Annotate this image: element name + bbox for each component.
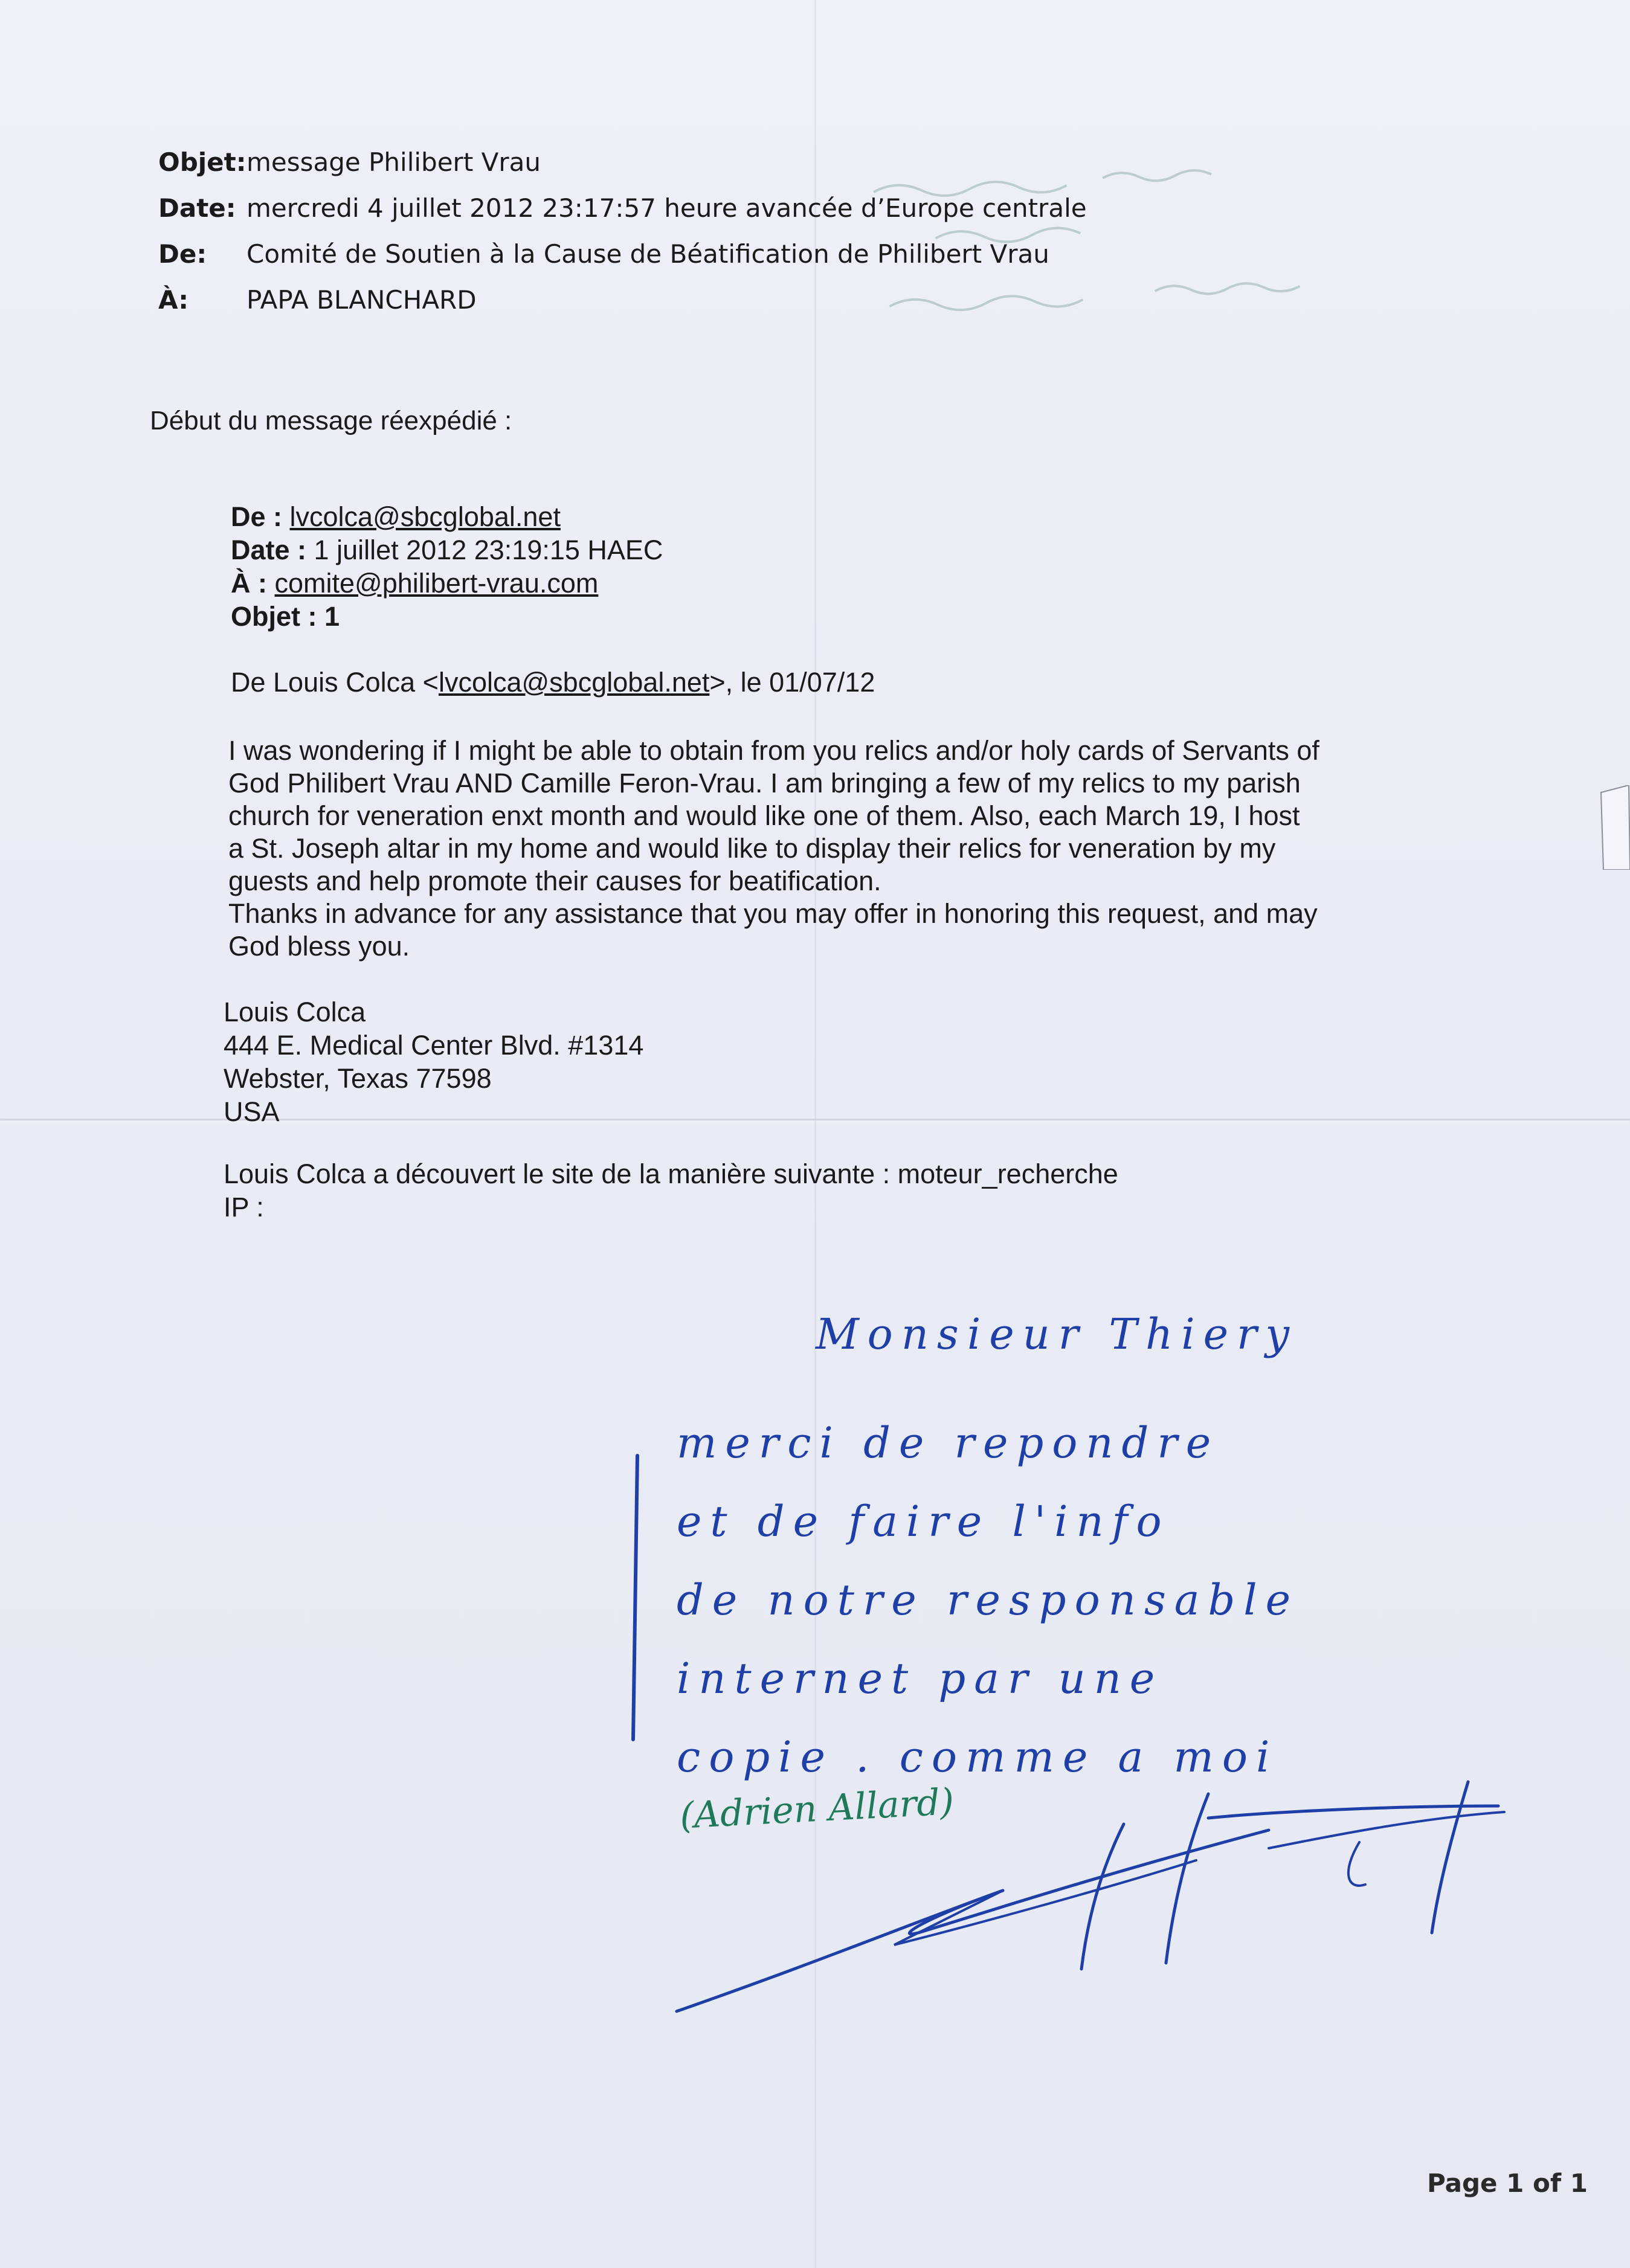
intro-email-link[interactable]: lvcolca@sbcglobal.net <box>438 667 710 698</box>
forwarded-to-email[interactable]: comite@philibert-vrau.com <box>274 568 599 599</box>
sender-address <box>224 995 643 1128</box>
body-line: church for veneration enxt month and would like one of them. Also, each March 19, I host <box>228 800 1300 831</box>
header-label: Objet: <box>158 147 246 177</box>
message-intro <box>231 667 875 698</box>
handwritten-line: internet par une <box>677 1654 1164 1703</box>
forwarded-from-label: De : <box>231 501 283 532</box>
header-label: De: <box>158 239 207 269</box>
handwritten-line: Monsieur Thiery <box>816 1309 1298 1359</box>
handwritten-green-name: (Adrien Allard) <box>678 1781 955 1837</box>
handwritten-line: copie . comme a moi <box>677 1732 1278 1782</box>
address-line: Webster, Texas 77598 <box>224 1063 492 1094</box>
address-line: Louis Colca <box>224 997 366 1027</box>
handwritten-signature <box>665 1770 1522 2035</box>
header-label: Date: <box>158 193 236 223</box>
body-line: a St. Joseph altar in my home and would like to display their relics for veneration by my <box>228 833 1276 864</box>
intro-suffix: >, le 01/07/12 <box>709 667 875 698</box>
body-line: I was wondering if I might be able to obtain from you relics and/or holy cards of Servants of <box>228 735 1319 766</box>
ip-line: IP : <box>224 1192 264 1222</box>
forwarded-subject-label: Objet : 1 <box>231 601 340 632</box>
page-number: Page 1 of 1 <box>1427 2168 1588 2198</box>
body-line: Thanks in advance for any assistance that you may offer in honoring this request, and may <box>228 898 1318 929</box>
handwritten-margin-bar <box>622 1450 659 1746</box>
header-value: mercredi 4 juillet 2012 23:17:57 heure avancée d’Europe centrale <box>246 193 1087 223</box>
address-line: USA <box>224 1096 280 1127</box>
forward-label: Début du message réexpédié : <box>150 406 512 435</box>
forwarded-date-value: 1 juillet 2012 23:19:15 HAEC <box>314 535 663 565</box>
forwarded-from-row <box>231 500 663 533</box>
forwarded-date-row <box>231 533 663 567</box>
intro-prefix: De Louis Colca < <box>231 667 439 698</box>
bleed-through-marks <box>860 148 1447 373</box>
body-line: guests and help promote their causes for beatification. <box>228 866 881 896</box>
address-line: 444 E. Medical Center Blvd. #1314 <box>224 1030 644 1061</box>
header-value: Comité de Soutien à la Cause de Béatification de Philibert Vrau <box>246 239 1049 269</box>
header-label: À: <box>158 284 189 315</box>
forwarded-header <box>231 500 663 633</box>
forwarded-subject-row <box>231 600 663 633</box>
header-value: PAPA BLANCHARD <box>246 284 477 315</box>
body-line: God Philibert Vrau AND Camille Feron-Vrau. I am bringing a few of my relics to my parish <box>228 768 1301 798</box>
handwritten-line: de notre responsable <box>677 1575 1300 1625</box>
handwritten-line: et de faire l'info <box>677 1497 1170 1546</box>
forwarded-to-label: À : <box>231 568 267 599</box>
discovery-line: Louis Colca a découvert le site de la manière suivante : moteur_recherche <box>224 1158 1118 1189</box>
forwarded-date-label: Date : <box>231 535 307 565</box>
body-line: God bless you. <box>228 931 410 962</box>
discovery-info <box>224 1157 1118 1224</box>
message-body <box>228 734 1437 963</box>
header-value: message Philibert Vrau <box>246 147 541 177</box>
forwarded-from-email[interactable]: lvcolca@sbcglobal.net <box>289 501 561 532</box>
forwarded-to-row <box>231 567 663 600</box>
handwritten-line: merci de repondre <box>677 1418 1220 1468</box>
paper-corner-edge <box>1600 785 1630 870</box>
